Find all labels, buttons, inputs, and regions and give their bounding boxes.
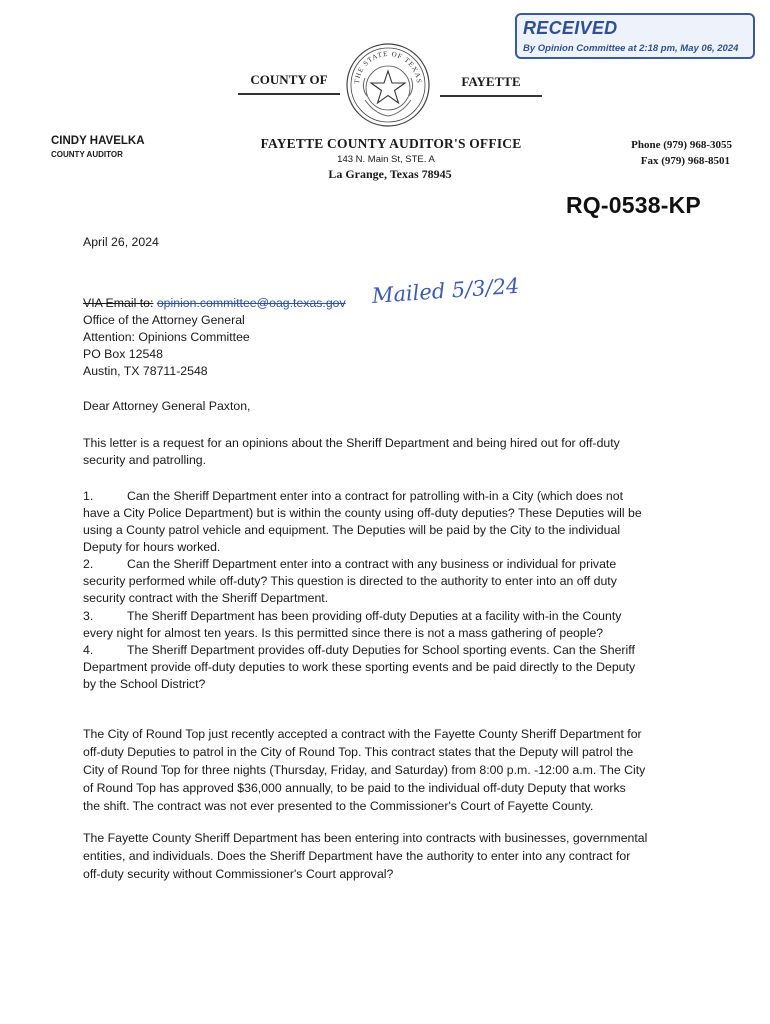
county-name-label: FAYETTE (440, 74, 542, 97)
paragraph-line: the shift. The contract was not ever presented to the Commissioner's Court of Fayette County. (83, 799, 594, 813)
seal-text: THE STATE OF TEXAS (352, 49, 424, 85)
request-number: RQ-0538-KP (566, 192, 701, 218)
handwritten-note: Mailed 5/3/24 (371, 273, 521, 308)
received-stamp (515, 13, 755, 59)
via-label: VIA Email to: (83, 296, 154, 310)
address-line: Office of the Attorney General (83, 313, 245, 327)
delivery-line (83, 295, 346, 312)
question-line: have a City Police Department) but is within the county using off-duty deputies? These Deputies will be (83, 506, 642, 520)
question-line: Deputy for hours worked. (83, 540, 221, 554)
paragraph-line: off-duty security without Commissioner's Court approval? (83, 867, 394, 881)
paragraph-line: City of Round Top for three nights (Thursday, Friday, and Saturday) from 8:00 p.m. -12:00 a.m. The City (83, 763, 646, 777)
question-text: The Sheriff Department has been providing off-duty Deputies at a facility with-in the County (127, 609, 622, 623)
question-line (83, 608, 671, 625)
phone-number: Phone (979) 968-3055 (631, 139, 732, 151)
address-line: Attention: Opinions Committee (83, 330, 250, 344)
question-text: Can the Sheriff Department enter into a contract for patrolling with-in a City (which does not (127, 489, 623, 503)
question-line: by the School District? (83, 677, 206, 691)
question-number: 2. (83, 557, 94, 571)
paragraph-line: The City of Round Top just recently accepted a contract with the Fayette County Sheriff Department for (83, 727, 642, 741)
question-number: 4. (83, 643, 94, 657)
question-number: 3. (83, 609, 94, 623)
paragraph-line: off-duty Deputies to patrol in the City of Round Top. This contract states that the Deputy will patrol the (83, 745, 634, 759)
question-line: using a County patrol vehicle and equipment. The Deputies will be paid by the City to the individual (83, 523, 621, 537)
question-line (83, 556, 671, 573)
question-line (83, 488, 671, 505)
auditor-title: COUNTY AUDITOR (51, 150, 123, 159)
intro-line: security and patrolling. (83, 453, 207, 467)
stamp-title: RECEIVED (523, 18, 618, 38)
paragraph-line: The Fayette County Sheriff Department has been entering into contracts with businesses, governmental (83, 831, 648, 845)
question-line: security contract with the Sheriff Department. (83, 591, 329, 605)
fax-number: Fax (979) 968-8501 (640, 155, 730, 167)
address-line: Austin, TX 78711-2548 (83, 364, 208, 378)
texas-seal-icon (345, 42, 431, 128)
question-text: The Sheriff Department provides off-duty Deputies for School sporting events. Can the Sheriff (127, 643, 635, 657)
via-email-link[interactable]: opinion.committee@oag.texas.gov (156, 296, 346, 310)
paragraph-line: entities, and individuals. Does the Sheriff Department have the authority to enter into any contract for (83, 849, 631, 863)
question-line: Department provide off-duty deputies to work these sporting events and be paid directly to the Deputy (83, 660, 636, 674)
salutation: Dear Attorney General Paxton, (83, 399, 251, 413)
office-name: FAYETTE COUNTY AUDITOR'S OFFICE (260, 136, 522, 151)
office-street: 143 N. Main St, STE. A (337, 154, 435, 165)
office-city: La Grange, Texas 78945 (328, 167, 452, 181)
stamp-subtitle: By Opinion Committee at 2:18 pm, May 06, 2024 (523, 43, 739, 54)
intro-line: This letter is a request for an opinions about the Sheriff Department and being hired out for off-duty (83, 436, 620, 450)
auditor-name: CINDY HAVELKA (51, 135, 145, 147)
question-text: Can the Sheriff Department enter into a contract with any business or individual for private (127, 557, 617, 571)
letter-date: April 26, 2024 (83, 235, 159, 249)
paragraph-line: of Round Top has approved $36,000 annually, to be paid to the individual off-duty Deputy that works (83, 781, 626, 795)
question-line (83, 642, 671, 659)
question-line: every night for almost ten years. Is this permitted since there is not a mass gathering of people? (83, 626, 604, 640)
county-of-label: COUNTY OF (238, 72, 340, 95)
question-line: security performed while off-duty? This question is directed to the authority to enter into an off duty (83, 574, 617, 588)
question-number: 1. (83, 489, 94, 503)
address-line: PO Box 12548 (83, 347, 163, 361)
